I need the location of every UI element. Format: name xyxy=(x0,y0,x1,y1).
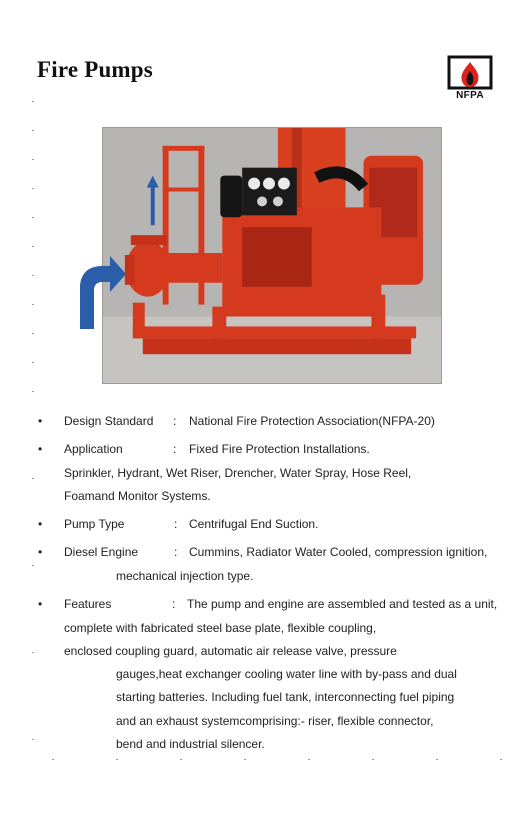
page-title: Fire Pumps xyxy=(37,57,153,82)
fire-pump-photo xyxy=(102,127,442,384)
spec-value-features-line5: starting batteries. Including fuel tank, interconnecting fuel piping xyxy=(116,690,455,704)
bullet: • xyxy=(38,597,43,611)
spec-label-design-standard: Design Standard xyxy=(64,414,154,428)
margin-marker xyxy=(32,188,34,189)
margin-marker xyxy=(32,391,34,392)
margin-marker xyxy=(32,739,34,740)
spec-label-pump-type: Pump Type xyxy=(64,517,125,531)
colon: : xyxy=(174,545,178,559)
colon: : xyxy=(173,414,177,428)
colon: : xyxy=(172,597,176,611)
bullet: • xyxy=(38,545,43,559)
margin-marker xyxy=(116,759,118,760)
spec-value-pump-type: Centrifugal End Suction. xyxy=(189,517,319,531)
margin-marker xyxy=(32,246,34,247)
spec-value-application-line2: Sprinkler, Hydrant, Wet Riser, Drencher, Water Spray, Hose Reel, xyxy=(64,466,412,480)
margin-marker xyxy=(32,159,34,160)
spec-label-application: Application xyxy=(64,442,123,456)
margin-marker xyxy=(52,759,54,760)
margin-marker xyxy=(32,130,34,131)
spec-value-diesel-engine: Cummins, Radiator Water Cooled, compression ignition, xyxy=(189,545,488,559)
margin-marker xyxy=(500,759,502,760)
spec-value-features-line7: bend and industrial silencer. xyxy=(116,737,265,751)
margin-marker xyxy=(32,101,34,102)
flow-arrow-icon xyxy=(147,176,159,226)
colon: : xyxy=(174,517,178,531)
spec-value-application-line3: Foamand Monitor Systems. xyxy=(64,489,211,503)
margin-marker xyxy=(308,759,310,760)
bullet: • xyxy=(38,442,43,456)
spec-label-features: Features xyxy=(64,597,112,611)
margin-marker xyxy=(436,759,438,760)
spec-value-features-line3: enclosed coupling guard, automatic air release valve, pressure xyxy=(64,644,397,658)
spec-value-features: The pump and engine are assembled and tested as a unit, xyxy=(187,597,498,611)
margin-marker xyxy=(32,304,34,305)
margin-marker xyxy=(32,275,34,276)
margin-marker xyxy=(180,759,182,760)
spec-value-diesel-engine-line2: mechanical injection type. xyxy=(116,569,254,583)
margin-marker xyxy=(372,759,374,760)
margin-marker xyxy=(244,759,246,760)
flow-arrow-icon xyxy=(76,254,128,329)
spec-value-features-line6: and an exhaust systemcomprising:- riser, flexible connector, xyxy=(116,714,434,728)
colon: : xyxy=(173,442,177,456)
spec-value-features-line2: complete with fabricated steel base plate, flexible coupling, xyxy=(64,621,377,635)
spec-label-diesel-engine: Diesel Engine xyxy=(64,545,139,559)
margin-marker xyxy=(32,478,34,479)
margin-marker xyxy=(32,217,34,218)
spec-value-design-standard: National Fire Protection Association(NFPA-20) xyxy=(189,414,435,428)
spec-value-features-line4: gauges,heat exchanger cooling water line with by-pass and dual xyxy=(116,667,457,681)
nfpa-logo-text: NFPA xyxy=(456,90,484,101)
margin-marker xyxy=(32,652,34,653)
bullet: • xyxy=(38,414,43,428)
margin-marker xyxy=(32,565,34,566)
bullet: • xyxy=(38,517,43,531)
margin-marker xyxy=(32,333,34,334)
spec-value-application: Fixed Fire Protection Installations. xyxy=(189,442,370,456)
margin-marker xyxy=(32,362,34,363)
